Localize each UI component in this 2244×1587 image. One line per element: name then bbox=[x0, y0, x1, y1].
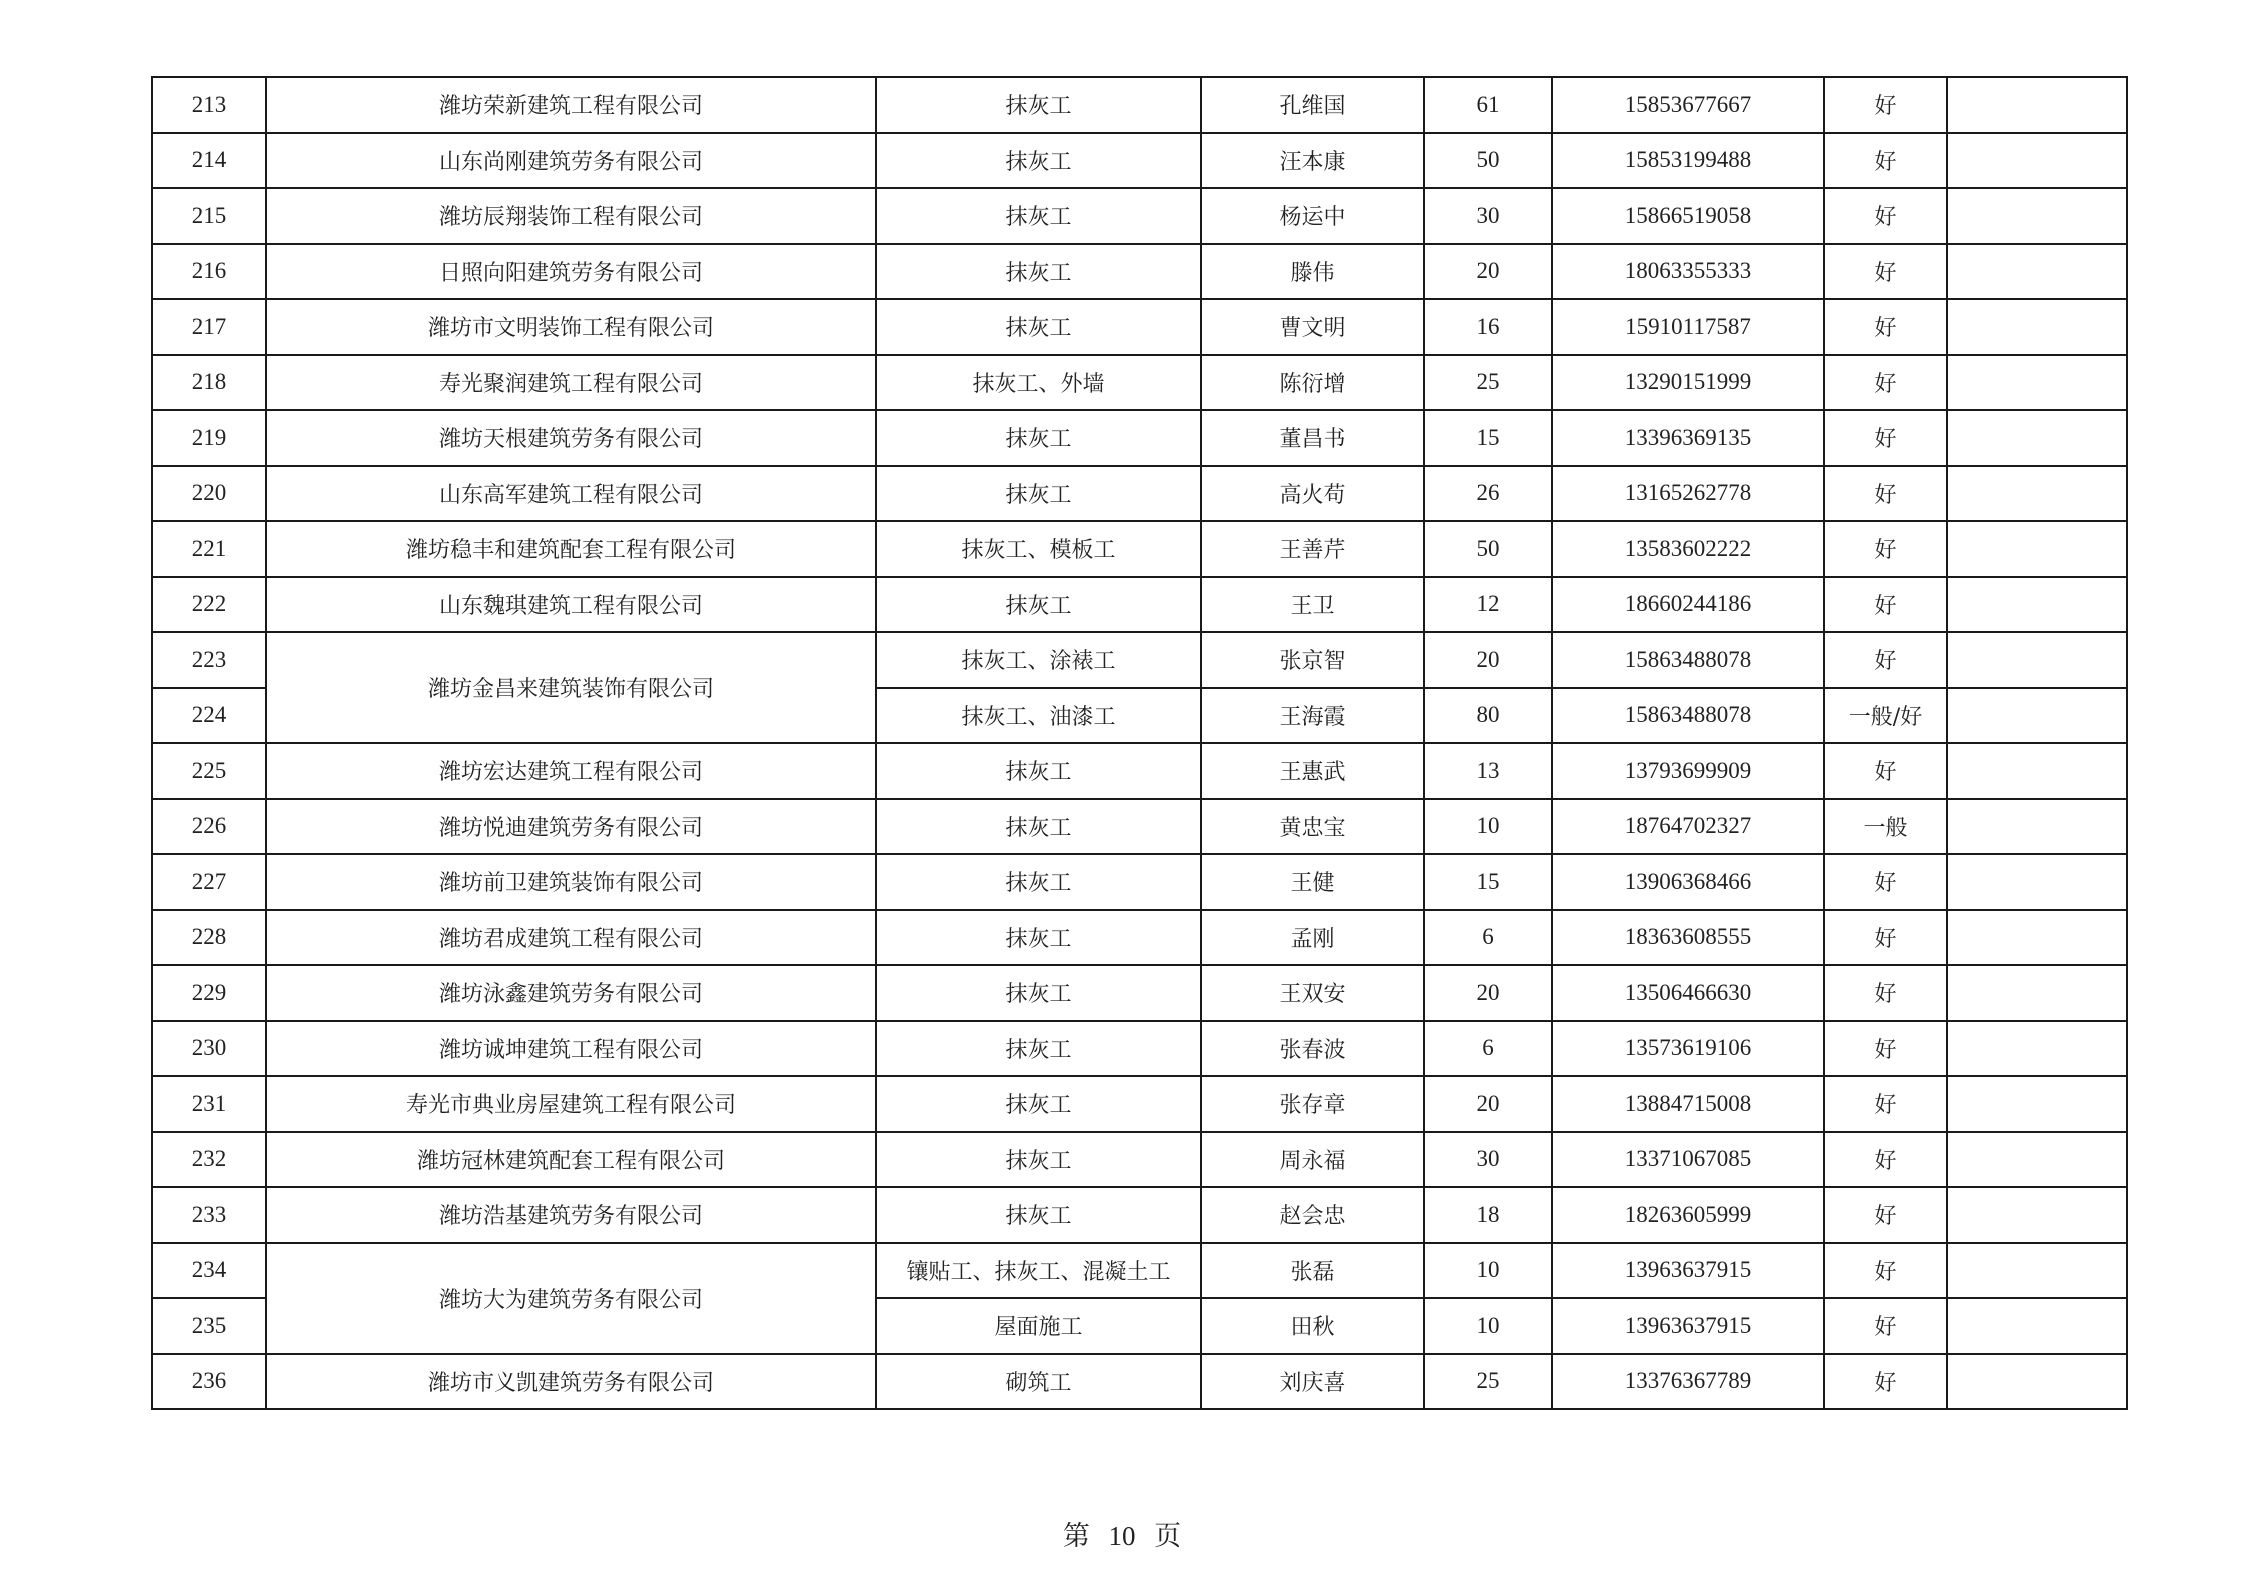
table-row bbox=[152, 244, 2127, 300]
cell-trade: 抹灰工 bbox=[876, 299, 1201, 355]
cell-leader: 赵会忠 bbox=[1201, 1187, 1424, 1243]
cell-count: 15 bbox=[1424, 410, 1552, 466]
cell-no: 230 bbox=[152, 1021, 266, 1077]
cell-leader: 滕伟 bbox=[1201, 244, 1424, 300]
cell-trade: 抹灰工 bbox=[876, 1021, 1201, 1077]
cell-no: 220 bbox=[152, 466, 266, 522]
cell-company: 山东尚刚建筑劳务有限公司 bbox=[266, 133, 876, 189]
cell-no: 217 bbox=[152, 299, 266, 355]
cell-leader: 张春波 bbox=[1201, 1021, 1424, 1077]
cell-phone: 15863488078 bbox=[1552, 632, 1824, 688]
cell-trade: 抹灰工 bbox=[876, 854, 1201, 910]
cell-remark bbox=[1947, 965, 2127, 1021]
cell-count: 13 bbox=[1424, 743, 1552, 799]
cell-company: 潍坊辰翔装饰工程有限公司 bbox=[266, 188, 876, 244]
cell-rating: 好 bbox=[1824, 410, 1947, 466]
cell-trade: 屋面施工 bbox=[876, 1298, 1201, 1354]
cell-trade: 抹灰工 bbox=[876, 577, 1201, 633]
cell-company: 潍坊天根建筑劳务有限公司 bbox=[266, 410, 876, 466]
cell-company: 潍坊金昌来建筑装饰有限公司 bbox=[266, 632, 876, 743]
cell-rating: 好 bbox=[1824, 466, 1947, 522]
cell-remark bbox=[1947, 688, 2127, 744]
cell-company: 潍坊君成建筑工程有限公司 bbox=[266, 910, 876, 966]
cell-trade: 抹灰工 bbox=[876, 188, 1201, 244]
cell-count: 30 bbox=[1424, 188, 1552, 244]
cell-phone: 15853199488 bbox=[1552, 133, 1824, 189]
cell-trade: 抹灰工 bbox=[876, 133, 1201, 189]
cell-trade: 抹灰工 bbox=[876, 910, 1201, 966]
cell-remark bbox=[1947, 1076, 2127, 1132]
cell-leader: 田秋 bbox=[1201, 1298, 1424, 1354]
table-row bbox=[152, 521, 2127, 577]
cell-rating: 好 bbox=[1824, 577, 1947, 633]
cell-leader: 王健 bbox=[1201, 854, 1424, 910]
cell-phone: 13371067085 bbox=[1552, 1132, 1824, 1188]
cell-rating: 好 bbox=[1824, 299, 1947, 355]
cell-rating: 好 bbox=[1824, 188, 1947, 244]
table-row bbox=[152, 1076, 2127, 1132]
cell-remark bbox=[1947, 466, 2127, 522]
cell-no: 226 bbox=[152, 799, 266, 855]
cell-trade: 抹灰工 bbox=[876, 466, 1201, 522]
page-prefix: 第 bbox=[1062, 1521, 1090, 1552]
cell-remark bbox=[1947, 133, 2127, 189]
cell-company: 日照向阳建筑劳务有限公司 bbox=[266, 244, 876, 300]
cell-no: 229 bbox=[152, 965, 266, 1021]
cell-count: 10 bbox=[1424, 1243, 1552, 1299]
table-row bbox=[152, 1187, 2127, 1243]
cell-leader: 杨运中 bbox=[1201, 188, 1424, 244]
cell-phone: 13396369135 bbox=[1552, 410, 1824, 466]
cell-company: 潍坊浩基建筑劳务有限公司 bbox=[266, 1187, 876, 1243]
cell-no: 213 bbox=[152, 77, 266, 133]
cell-phone: 15853677667 bbox=[1552, 77, 1824, 133]
cell-remark bbox=[1947, 244, 2127, 300]
cell-count: 61 bbox=[1424, 77, 1552, 133]
cell-count: 80 bbox=[1424, 688, 1552, 744]
table-row bbox=[152, 188, 2127, 244]
cell-rating: 好 bbox=[1824, 244, 1947, 300]
cell-rating: 好 bbox=[1824, 521, 1947, 577]
cell-trade: 抹灰工、模板工 bbox=[876, 521, 1201, 577]
cell-remark bbox=[1947, 743, 2127, 799]
cell-no: 219 bbox=[152, 410, 266, 466]
cell-no: 225 bbox=[152, 743, 266, 799]
table-row bbox=[152, 743, 2127, 799]
cell-no: 227 bbox=[152, 854, 266, 910]
cell-no: 236 bbox=[152, 1354, 266, 1410]
cell-trade: 抹灰工 bbox=[876, 410, 1201, 466]
cell-rating: 好 bbox=[1824, 77, 1947, 133]
cell-leader: 高火苟 bbox=[1201, 466, 1424, 522]
cell-trade: 镶贴工、抹灰工、混凝土工 bbox=[876, 1243, 1201, 1299]
cell-trade: 抹灰工、涂裱工 bbox=[876, 632, 1201, 688]
cell-leader: 王海霞 bbox=[1201, 688, 1424, 744]
cell-phone: 18660244186 bbox=[1552, 577, 1824, 633]
cell-phone: 13290151999 bbox=[1552, 355, 1824, 411]
cell-count: 12 bbox=[1424, 577, 1552, 633]
cell-phone: 13376367789 bbox=[1552, 1354, 1824, 1410]
cell-phone: 13506466630 bbox=[1552, 965, 1824, 1021]
cell-no: 232 bbox=[152, 1132, 266, 1188]
cell-leader: 张磊 bbox=[1201, 1243, 1424, 1299]
cell-leader: 孟刚 bbox=[1201, 910, 1424, 966]
cell-rating: 好 bbox=[1824, 1132, 1947, 1188]
cell-remark bbox=[1947, 854, 2127, 910]
cell-trade: 抹灰工、外墙 bbox=[876, 355, 1201, 411]
cell-remark bbox=[1947, 1132, 2127, 1188]
table-row bbox=[152, 1132, 2127, 1188]
cell-remark bbox=[1947, 1243, 2127, 1299]
cell-no: 222 bbox=[152, 577, 266, 633]
cell-remark bbox=[1947, 1187, 2127, 1243]
contractor-table bbox=[151, 76, 2128, 1410]
table-row bbox=[152, 854, 2127, 910]
table-row bbox=[152, 577, 2127, 633]
cell-company: 潍坊市文明装饰工程有限公司 bbox=[266, 299, 876, 355]
cell-trade: 砌筑工 bbox=[876, 1354, 1201, 1410]
cell-rating: 好 bbox=[1824, 632, 1947, 688]
cell-rating: 好 bbox=[1824, 743, 1947, 799]
cell-phone: 13165262778 bbox=[1552, 466, 1824, 522]
cell-company: 寿光市典业房屋建筑工程有限公司 bbox=[266, 1076, 876, 1132]
cell-leader: 曹文明 bbox=[1201, 299, 1424, 355]
cell-count: 15 bbox=[1424, 854, 1552, 910]
cell-leader: 王卫 bbox=[1201, 577, 1424, 633]
cell-rating: 好 bbox=[1824, 1187, 1947, 1243]
cell-trade: 抹灰工 bbox=[876, 1076, 1201, 1132]
cell-remark bbox=[1947, 355, 2127, 411]
cell-trade: 抹灰工 bbox=[876, 1187, 1201, 1243]
cell-count: 16 bbox=[1424, 299, 1552, 355]
cell-trade: 抹灰工 bbox=[876, 799, 1201, 855]
cell-count: 26 bbox=[1424, 466, 1552, 522]
cell-rating: 好 bbox=[1824, 1243, 1947, 1299]
cell-count: 25 bbox=[1424, 355, 1552, 411]
cell-leader: 张存章 bbox=[1201, 1076, 1424, 1132]
cell-rating: 一般/好 bbox=[1824, 688, 1947, 744]
cell-count: 6 bbox=[1424, 910, 1552, 966]
cell-company: 潍坊荣新建筑工程有限公司 bbox=[266, 77, 876, 133]
cell-remark bbox=[1947, 577, 2127, 633]
cell-company: 潍坊悦迪建筑劳务有限公司 bbox=[266, 799, 876, 855]
cell-remark bbox=[1947, 1298, 2127, 1354]
cell-phone: 15910117587 bbox=[1552, 299, 1824, 355]
cell-no: 224 bbox=[152, 688, 266, 744]
cell-count: 10 bbox=[1424, 1298, 1552, 1354]
cell-company: 潍坊冠林建筑配套工程有限公司 bbox=[266, 1132, 876, 1188]
cell-no: 228 bbox=[152, 910, 266, 966]
cell-remark bbox=[1947, 299, 2127, 355]
cell-company: 潍坊宏达建筑工程有限公司 bbox=[266, 743, 876, 799]
table-row bbox=[152, 466, 2127, 522]
cell-leader: 王善芹 bbox=[1201, 521, 1424, 577]
cell-rating: 好 bbox=[1824, 1076, 1947, 1132]
cell-rating: 好 bbox=[1824, 133, 1947, 189]
cell-company: 潍坊诚坤建筑工程有限公司 bbox=[266, 1021, 876, 1077]
cell-leader: 王双安 bbox=[1201, 965, 1424, 1021]
cell-no: 221 bbox=[152, 521, 266, 577]
table-row bbox=[152, 1021, 2127, 1077]
table-row bbox=[152, 910, 2127, 966]
cell-remark bbox=[1947, 799, 2127, 855]
cell-count: 20 bbox=[1424, 244, 1552, 300]
table-row bbox=[152, 965, 2127, 1021]
cell-company: 潍坊稳丰和建筑配套工程有限公司 bbox=[266, 521, 876, 577]
table-row bbox=[152, 133, 2127, 189]
cell-trade: 抹灰工、油漆工 bbox=[876, 688, 1201, 744]
cell-leader: 王惠武 bbox=[1201, 743, 1424, 799]
cell-trade: 抹灰工 bbox=[876, 244, 1201, 300]
page-suffix: 页 bbox=[1154, 1521, 1182, 1552]
cell-rating: 好 bbox=[1824, 355, 1947, 411]
table-row bbox=[152, 1354, 2127, 1410]
cell-leader: 孔维国 bbox=[1201, 77, 1424, 133]
cell-rating: 好 bbox=[1824, 1298, 1947, 1354]
cell-remark bbox=[1947, 910, 2127, 966]
cell-phone: 13583602222 bbox=[1552, 521, 1824, 577]
cell-phone: 15866519058 bbox=[1552, 188, 1824, 244]
cell-no: 231 bbox=[152, 1076, 266, 1132]
cell-company: 潍坊前卫建筑装饰有限公司 bbox=[266, 854, 876, 910]
cell-phone: 18263605999 bbox=[1552, 1187, 1824, 1243]
cell-no: 215 bbox=[152, 188, 266, 244]
cell-remark bbox=[1947, 632, 2127, 688]
cell-phone: 13793699909 bbox=[1552, 743, 1824, 799]
cell-phone: 13963637915 bbox=[1552, 1298, 1824, 1354]
cell-count: 25 bbox=[1424, 1354, 1552, 1410]
cell-leader: 汪本康 bbox=[1201, 133, 1424, 189]
cell-count: 50 bbox=[1424, 133, 1552, 189]
cell-leader: 陈衍增 bbox=[1201, 355, 1424, 411]
cell-leader: 周永福 bbox=[1201, 1132, 1424, 1188]
cell-phone: 18063355333 bbox=[1552, 244, 1824, 300]
cell-trade: 抹灰工 bbox=[876, 965, 1201, 1021]
table-row bbox=[152, 1243, 2127, 1299]
cell-no: 218 bbox=[152, 355, 266, 411]
cell-trade: 抹灰工 bbox=[876, 743, 1201, 799]
cell-trade: 抹灰工 bbox=[876, 77, 1201, 133]
cell-remark bbox=[1947, 77, 2127, 133]
cell-remark bbox=[1947, 410, 2127, 466]
cell-leader: 刘庆喜 bbox=[1201, 1354, 1424, 1410]
cell-remark bbox=[1947, 521, 2127, 577]
cell-count: 18 bbox=[1424, 1187, 1552, 1243]
cell-count: 50 bbox=[1424, 521, 1552, 577]
cell-rating: 好 bbox=[1824, 965, 1947, 1021]
cell-count: 20 bbox=[1424, 632, 1552, 688]
cell-company: 山东高军建筑工程有限公司 bbox=[266, 466, 876, 522]
table-row bbox=[152, 77, 2127, 133]
cell-no: 234 bbox=[152, 1243, 266, 1299]
cell-no: 233 bbox=[152, 1187, 266, 1243]
cell-rating: 好 bbox=[1824, 1354, 1947, 1410]
table-row bbox=[152, 799, 2127, 855]
cell-company: 潍坊市义凯建筑劳务有限公司 bbox=[266, 1354, 876, 1410]
cell-phone: 18363608555 bbox=[1552, 910, 1824, 966]
cell-company: 寿光聚润建筑工程有限公司 bbox=[266, 355, 876, 411]
cell-phone: 13906368466 bbox=[1552, 854, 1824, 910]
cell-company: 潍坊大为建筑劳务有限公司 bbox=[266, 1243, 876, 1354]
cell-rating: 好 bbox=[1824, 1021, 1947, 1077]
cell-count: 6 bbox=[1424, 1021, 1552, 1077]
cell-leader: 张京智 bbox=[1201, 632, 1424, 688]
cell-trade: 抹灰工 bbox=[876, 1132, 1201, 1188]
cell-no: 216 bbox=[152, 244, 266, 300]
cell-leader: 黄忠宝 bbox=[1201, 799, 1424, 855]
cell-no: 223 bbox=[152, 632, 266, 688]
cell-phone: 18764702327 bbox=[1552, 799, 1824, 855]
cell-count: 20 bbox=[1424, 965, 1552, 1021]
table-row bbox=[152, 355, 2127, 411]
cell-phone: 15863488078 bbox=[1552, 688, 1824, 744]
cell-rating: 好 bbox=[1824, 854, 1947, 910]
cell-company: 山东魏琪建筑工程有限公司 bbox=[266, 577, 876, 633]
page-number bbox=[0, 1514, 2244, 1553]
cell-phone: 13573619106 bbox=[1552, 1021, 1824, 1077]
table-row bbox=[152, 410, 2127, 466]
cell-count: 20 bbox=[1424, 1076, 1552, 1132]
cell-no: 235 bbox=[152, 1298, 266, 1354]
cell-count: 10 bbox=[1424, 799, 1552, 855]
table-row bbox=[152, 299, 2127, 355]
cell-phone: 13963637915 bbox=[1552, 1243, 1824, 1299]
table-row bbox=[152, 632, 2127, 688]
cell-remark bbox=[1947, 1021, 2127, 1077]
cell-remark bbox=[1947, 188, 2127, 244]
cell-phone: 13884715008 bbox=[1552, 1076, 1824, 1132]
cell-company: 潍坊泳鑫建筑劳务有限公司 bbox=[266, 965, 876, 1021]
cell-rating: 好 bbox=[1824, 910, 1947, 966]
cell-leader: 董昌书 bbox=[1201, 410, 1424, 466]
cell-no: 214 bbox=[152, 133, 266, 189]
cell-remark bbox=[1947, 1354, 2127, 1410]
cell-rating: 一般 bbox=[1824, 799, 1947, 855]
cell-count: 30 bbox=[1424, 1132, 1552, 1188]
page-value: 10 bbox=[1108, 1521, 1136, 1551]
